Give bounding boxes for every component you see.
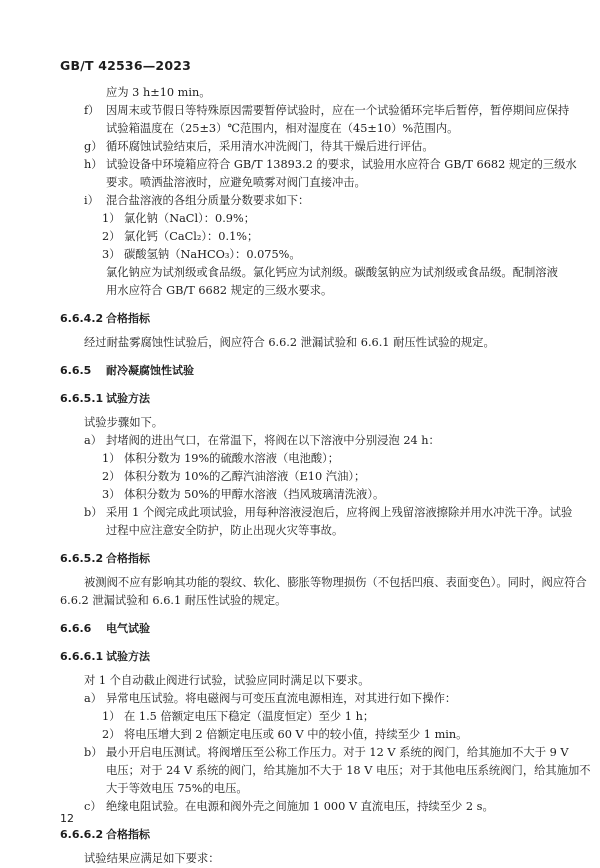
paragraph-6-6-6-1: 对 1 个自动截止阀进行试验，试验应同时满足以下要求。 (84, 674, 370, 687)
list-text: 因周末或节假日等特殊原因需要暂停试验时，应在一个试验循环完毕后暂停，暂停期间应保持 (106, 104, 570, 117)
list-text: 体积分数为 19%的硫酸水溶液（电池酸）； (124, 452, 340, 465)
list-text: 电压；对于 24 V 系统的阀门，给其施加不大于 18 V 电压；对于其他电压系统阀门，给其施加不 (106, 764, 591, 777)
sublist-marker: 3） (102, 488, 121, 501)
list-marker: a） (84, 692, 103, 705)
list-line (60, 450, 550, 468)
list-text: 试验设备中环境箱应符合 GB/T 13893.2 的要求，试验用水应符合 GB/T 6682 规定的三级水 (106, 158, 577, 171)
list-line (60, 138, 550, 156)
paragraph-6-6-4-2: 经过耐盐雾腐蚀性试验后，阀应符合 6.6.2 泄漏试验和 6.6.1 耐压性试验的规定。 (84, 336, 495, 349)
section-heading-6-6-6-2: 6.6.6.2 合格指标 (60, 828, 150, 841)
list-line (60, 210, 550, 228)
list-text: 要求。喷洒盐溶液时，应避免喷雾对阀门直接冲击。 (106, 176, 366, 189)
list-marker: i） (84, 194, 99, 207)
section-heading-6-6-6: 6.6.6 电气试验 (60, 622, 150, 635)
section-heading-6-6-6-1: 6.6.6.1 试验方法 (60, 650, 150, 663)
list-marker: g） (84, 140, 103, 153)
list-text: 过程中应注意安全防护，防止出现火灾等事故。 (106, 524, 344, 537)
list-text: 氯化钙（CaCl₂）：0.1%； (124, 230, 259, 243)
sublist-marker: 2） (102, 230, 121, 243)
list-marker: c） (84, 800, 102, 813)
list-text: 采用 1 个阀完成此项试验，用每种溶液浸泡后，应将阀上残留溶液擦除并用水冲洗干净。试验 (106, 506, 573, 519)
list-line (60, 468, 550, 486)
sublist-marker: 3） (102, 248, 121, 261)
section-heading-6-6-5-2: 6.6.5.2 合格指标 (60, 552, 150, 565)
list-line (60, 432, 550, 450)
list-marker: a） (84, 434, 103, 447)
list-line (60, 486, 550, 504)
paragraph-6-6-6-2: 试验结果应满足如下要求： (84, 852, 220, 865)
list-text: 体积分数为 10%的乙醇汽油溶液（E10 汽油）； (124, 470, 366, 483)
list-text: 大于等效电压 75%的电压。 (106, 782, 248, 795)
sublist-marker: 2） (102, 728, 121, 741)
list-block-c (60, 690, 591, 816)
list-line (60, 246, 550, 264)
standard-code-header: GB/T 42536—2023 (60, 58, 192, 73)
list-line (60, 156, 577, 174)
list-line (60, 264, 558, 282)
list-text: 试验箱温度在（25±3）℃范围内，相对湿度在（45±10）%范围内。 (106, 122, 459, 135)
paragraph-6-6-5-1: 试验步骤如下。 (84, 416, 164, 429)
list-text: 体积分数为 50%的甲醇水溶液（挡风玻璃清洗液）。 (124, 488, 385, 501)
document-body (60, 84, 591, 868)
paragraph-6-6-5-2-line1: 被测阀不应有影响其功能的裂纹、软化、膨胀等物理损伤（不包括凹痕、表面变色）。同时，阀应符合 (84, 576, 587, 589)
paragraph-6-6-5-2-line2: 6.6.2 泄漏试验和 6.6.1 耐压性试验的规定。 (60, 594, 287, 607)
list-line (60, 174, 550, 192)
list-text: 在 1.5 倍额定电压下稳定（温度恒定）至少 1 h； (124, 710, 375, 723)
list-text: 氯化钠应为试剂级或食品级。氯化钙应为试剂级。碳酸氢钠应为试剂级或食品级。配制溶液 (106, 266, 558, 279)
list-text: 氯化钠（NaCl）：0.9%； (124, 212, 256, 225)
section-heading-6-6-5: 6.6.5 耐冷凝腐蚀性试验 (60, 364, 194, 377)
list-line (60, 282, 550, 300)
list-block-b (60, 432, 573, 540)
list-line (60, 228, 550, 246)
sublist-marker: 1） (102, 452, 121, 465)
list-line (60, 522, 550, 540)
list-text: 循环腐蚀试验结束后，采用清水冲洗阀门，待其干燥后进行评估。 (106, 140, 434, 153)
list-line (60, 708, 550, 726)
list-line (60, 120, 550, 138)
list-text: 封堵阀的进出气口，在常温下，将阀在以下溶液中分别浸泡 24 h： (106, 434, 440, 447)
list-line (60, 762, 591, 780)
list-text: 最小开启电压测试。将阀增压至公称工作压力。对于 12 V 系统的阀门，给其施加不大于 9 V (106, 746, 569, 759)
list-text: 用水应符合 GB/T 6682 规定的三级水要求。 (106, 284, 333, 297)
section-heading-6-6-5-1: 6.6.5.1 试验方法 (60, 392, 150, 405)
list-text: 将电压增大到 2 倍额定电压或 60 V 中的较小值，持续至少 1 min。 (124, 728, 468, 741)
list-block-a (60, 84, 577, 300)
page-number: 12 (60, 812, 74, 825)
list-line (60, 690, 550, 708)
list-text: 异常电压试验。将电磁阀与可变压直流电源相连，对其进行如下操作： (106, 692, 457, 705)
list-text: 绝缘电阻试验。在电源和阀外壳之间施加 1 000 V 直流电压，持续至少 2 s。 (106, 800, 494, 813)
list-marker: b） (84, 506, 103, 519)
sublist-marker: 1） (102, 710, 121, 723)
list-line (60, 192, 550, 210)
sublist-marker: 2） (102, 470, 121, 483)
section-heading-6-6-4-2: 6.6.4.2 合格指标 (60, 312, 150, 325)
list-line (60, 780, 550, 798)
list-marker: f） (84, 104, 100, 117)
list-text: 混合盐溶液的各组分质量分数要求如下： (106, 194, 310, 207)
sublist-marker: 1） (102, 212, 121, 225)
list-line (60, 84, 550, 102)
list-text: 碳酸氢钠（NaHCO₃）：0.075%。 (124, 248, 301, 261)
list-line (60, 102, 570, 120)
list-line (60, 798, 550, 816)
list-marker: b） (84, 746, 103, 759)
list-line (60, 726, 550, 744)
list-line (60, 744, 569, 762)
list-text: 应为 3 h±10 min。 (106, 86, 211, 99)
list-marker: h） (84, 158, 103, 171)
list-line (60, 504, 573, 522)
